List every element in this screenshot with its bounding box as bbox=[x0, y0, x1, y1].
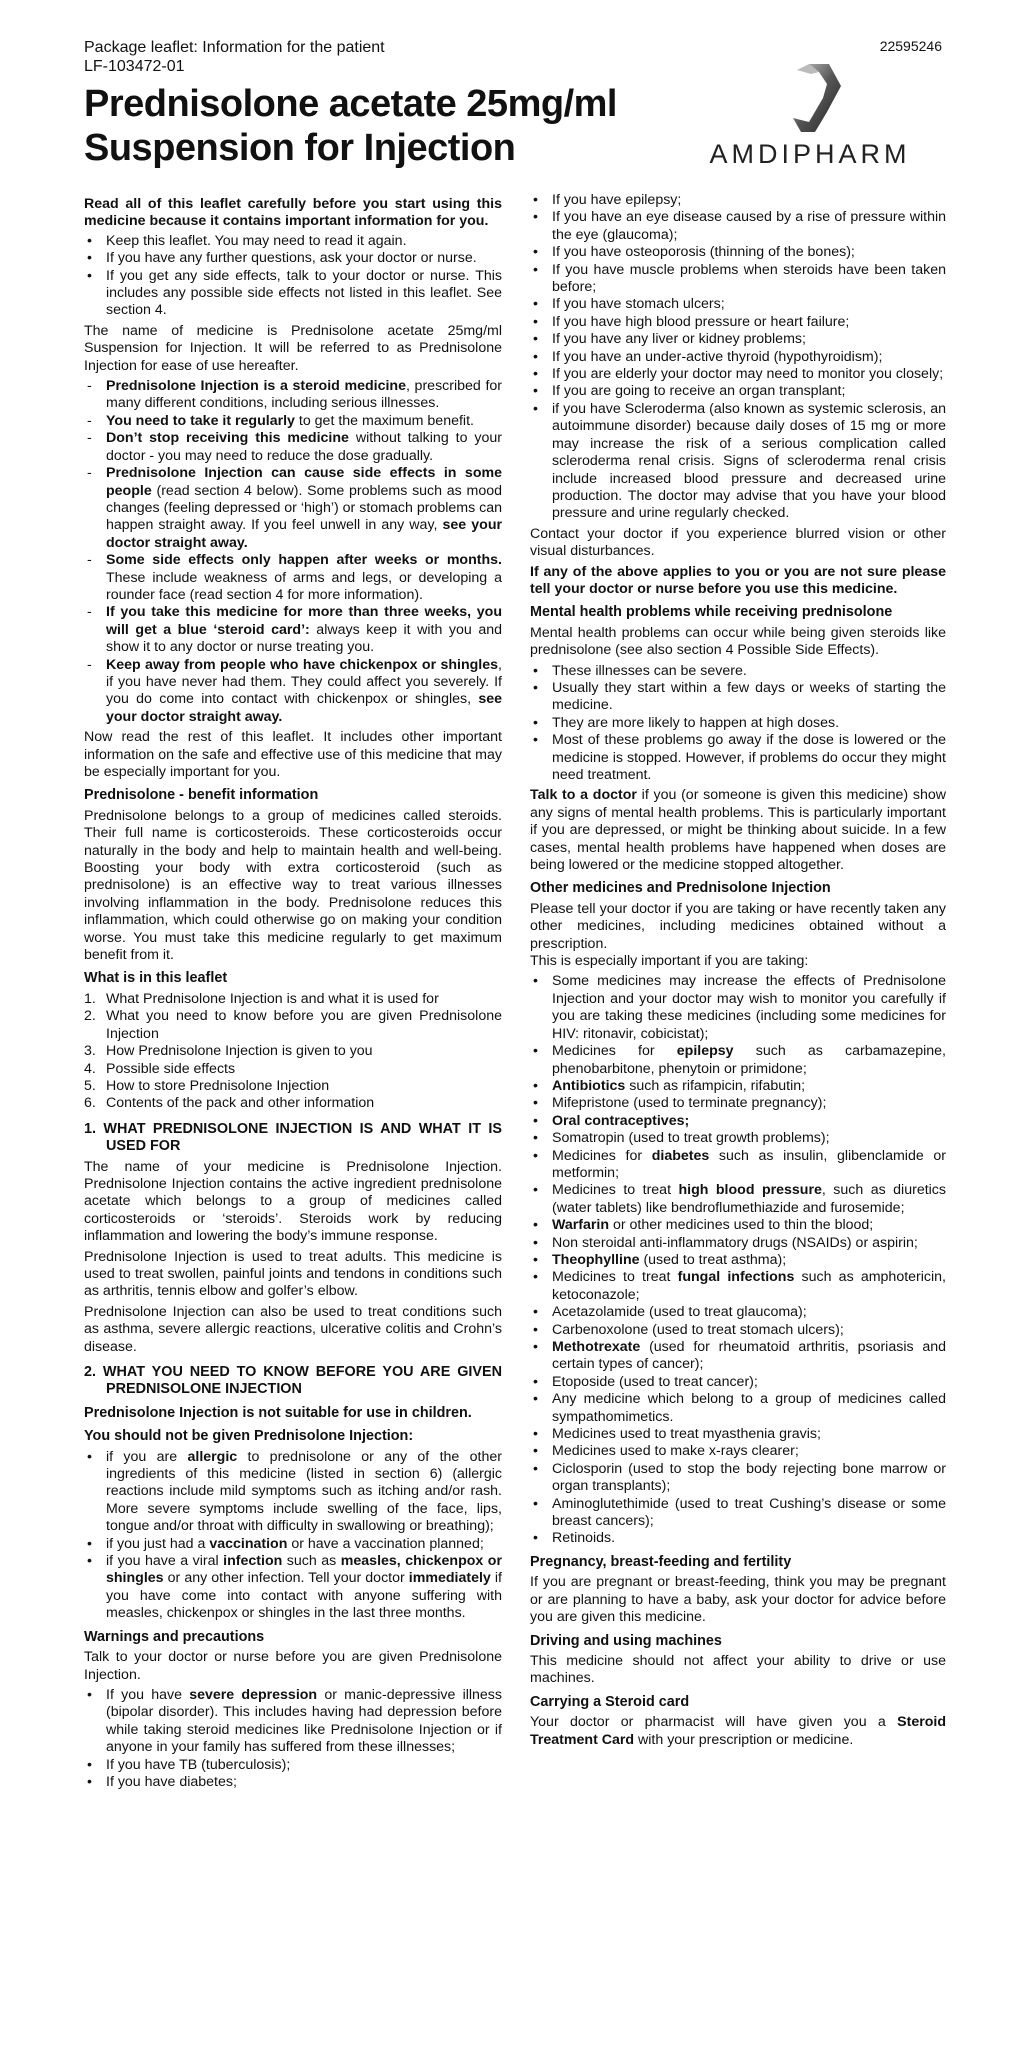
list-item: • If you have TB (tuberculosis); bbox=[84, 1757, 502, 1774]
talk-to-doctor-paragraph: Talk to a doctor if you (or someone is given this medicine) show any signs of mental health problems. This is particularly important if you are depressed, or might be thinking about suicide. In a few cases, mental health problems have happened when doses are being lowered or the medicine stopped altogether. bbox=[530, 787, 947, 874]
toc-list bbox=[84, 991, 502, 1113]
other-medicines-heading: Other medicines and Prednisolone Injection bbox=[530, 880, 831, 897]
list-item: • If you have diabetes; bbox=[84, 1774, 502, 1791]
warnings-paragraph: Talk to your doctor or nurse before you are given Prednisolone Injection. bbox=[84, 1649, 502, 1683]
list-item: 4. Possible side effects bbox=[84, 1060, 236, 1077]
list-item: • Retinoids. bbox=[530, 1530, 946, 1547]
interacting-medicines-list bbox=[530, 973, 946, 1547]
mental-health-list bbox=[530, 663, 946, 785]
section-2-heading: 2. WHAT YOU NEED TO KNOW BEFORE YOU ARE GIVEN PREDNISOLONE INJECTION bbox=[84, 1364, 502, 1398]
blurred-vision-paragraph: Contact your doctor if you experience blurred vision or other visual disturbances. bbox=[530, 525, 946, 560]
title-line-1: Prednisolone acetate 25mg/ml bbox=[84, 83, 617, 125]
other-medicines-intro: This is especially important if you are taking: bbox=[530, 953, 809, 970]
section-1-heading: 1. WHAT PREDNISOLONE INJECTION IS AND WHAT IT IS USED FOR bbox=[84, 1120, 502, 1155]
driving-heading: Driving and using machines bbox=[530, 1632, 722, 1649]
warnings-list bbox=[84, 1687, 502, 1791]
pregnancy-paragraph: If you are pregnant or breast-feeding, think you may be pregnant or are planning to have a baby, ask your doctor for advice before you are given this medicine. bbox=[530, 1574, 946, 1626]
list-item: 5. How to store Prednisolone Injection bbox=[84, 1077, 330, 1094]
list-item: • If you are elderly your doctor may need to monitor you closely; bbox=[530, 366, 946, 383]
list-item: • Keep this leaflet. You may need to read it again. bbox=[84, 233, 502, 250]
section-1-paragraph-2: Prednisolone Injection is used to treat adults. This medicine is used to treat swollen, painful joints and tendons in conditions such as arthritis, tennis elbow and golfer’s elbow. bbox=[84, 1248, 502, 1300]
list-item: • If you have any liver or kidney problems; bbox=[530, 331, 946, 348]
list-item: • Any medicine which belong to a group of medicines called sympathomimetics. bbox=[530, 1391, 946, 1426]
list-item: - If you take this medicine for more than three weeks, you will get a blue ‘steroid card’: always keep it with you and show it to any doctor or nurse treating you. bbox=[84, 604, 502, 656]
now-read-paragraph: Now read the rest of this leaflet. It includes other important information on the safe and effective use of this medicine that may be especially important for you. bbox=[84, 729, 502, 780]
list-item: - Keep away from people who have chickenpox or shingles, if you have never had them. They could affect you severely. If you do come into contact with chickenpox or shingles, see your doctor straight away. bbox=[84, 657, 502, 727]
section-1-paragraph-3: Prednisolone Injection can also be used to treat conditions such as asthma, severe allergic reactions, ulcerative colitis and Crohn’s disease. bbox=[84, 1303, 502, 1355]
list-item: 1. What Prednisolone Injection is and what it is used for bbox=[84, 990, 439, 1007]
list-item: • If you have high blood pressure or heart failure; bbox=[530, 314, 946, 331]
benefit-heading: Prednisolone - benefit information bbox=[84, 787, 319, 804]
list-item: • if you just had a vaccination or have a vaccination planned; bbox=[84, 1536, 502, 1553]
list-item: • Non steroidal anti-inflammatory drugs (NSAIDs) or aspirin; bbox=[530, 1235, 946, 1252]
intro-lead: Read all of this leaflet carefully before you start using this medicine because it contains important information for you. bbox=[84, 196, 502, 230]
list-item: • Carbenoxolone (used to treat stomach ulcers); bbox=[530, 1322, 946, 1339]
list-item: • Aminoglutethimide (used to treat Cushing’s disease or some breast cancers); bbox=[530, 1496, 946, 1531]
list-item: 2. What you need to know before you are given Prednisolone Injection bbox=[84, 1008, 502, 1042]
list-item: 3. How Prednisolone Injection is given to you bbox=[84, 1043, 373, 1060]
toc-heading: What is in this leaflet bbox=[84, 970, 228, 987]
other-medicines-paragraph: Please tell your doctor if you are taking or have recently taken any other medicines, including medicines obtained without a prescription. bbox=[530, 900, 946, 952]
list-item: • Antibiotics such as rifampicin, rifabutin; bbox=[530, 1078, 946, 1095]
list-item: • Ciclosporin (used to stop the body rejecting bone marrow or organ transplants); bbox=[530, 1461, 946, 1496]
document-code: 22595246 bbox=[879, 38, 942, 54]
list-item: • Medicines used to make x-rays clearer; bbox=[530, 1443, 946, 1460]
left-column bbox=[84, 196, 502, 1794]
brand-logo bbox=[680, 60, 940, 170]
list-item: • Acetazolamide (used to treat glaucoma); bbox=[530, 1304, 946, 1321]
list-item: • If you have severe depression or manic-depressive illness (bipolar disorder). This includes having had depression before while taking steroid medicines like Prednisolone Injection or if anyone in your family has suffered from these illnesses; bbox=[84, 1687, 502, 1757]
page-title bbox=[84, 82, 617, 170]
list-item: • Some medicines may increase the effects of Prednisolone Injection and your doctor may wish to monitor you carefully if you are taking these medicines (including some medicines for HIV: ritonavir, cobicistat); bbox=[530, 973, 946, 1043]
list-item: • Most of these problems go away if the dose is lowered or the medicine is stopped. However, if problems do occur they might need treatment. bbox=[530, 732, 946, 784]
list-item: • Somatropin (used to treat growth problems); bbox=[530, 1130, 946, 1147]
warnings-heading: Warnings and precautions bbox=[84, 1628, 265, 1645]
brand-logo-icon bbox=[775, 60, 845, 136]
list-item: - Prednisolone Injection is a steroid medicine, prescribed for many different conditions, including serious illnesses. bbox=[84, 378, 502, 413]
title-line-2: Suspension for Injection bbox=[84, 127, 516, 169]
list-item: - You need to take it regularly to get the maximum benefit. bbox=[84, 413, 502, 430]
warnings-list-continued bbox=[530, 192, 946, 523]
benefit-paragraph: Prednisolone belongs to a group of medicines called steroids. Their full name is corticosteroids. These corticosteroids occur naturally in the body and help to maintain health and well-being. Boosting your body with extra corticosteroid (such as prednisolone) is an effective way to treat various illnesses involving inflammation in the body. Prednisolone reduces this inflammation, which could otherwise go on making your condition worse. You must take this medicine regularly to get maximum benefit from it. bbox=[84, 807, 502, 964]
header-line-2: LF-103472-01 bbox=[84, 58, 185, 75]
list-item: • If you get any side effects, talk to your doctor or nurse. This includes any possible side effects not listed in this leaflet. See section 4. bbox=[84, 268, 502, 320]
list-item: • if you have a viral infection such as measles, chickenpox or shingles or any other infection. Tell your doctor immediately if you have come into contact with anyone suffering with measles, chickenpox or shingles in the last three months. bbox=[84, 1553, 502, 1623]
steroid-card-heading: Carrying a Steroid card bbox=[530, 1693, 690, 1710]
list-item: • If you have an under-active thyroid (hypothyroidism); bbox=[530, 349, 946, 366]
list-item: • if you have Scleroderma (also known as systemic sclerosis, an autoimmune disorder) because daily doses of 15 mg or more may increase the risk of a serious complication called scleroderma renal crisis. Signs of scleroderma renal crisis include increased blood pressure and decreased urine production. The doctor may advise that you have your blood pressure and urine regularly checked. bbox=[530, 401, 946, 523]
list-item: • Mifepristone (used to terminate pregnancy); bbox=[530, 1095, 946, 1112]
brand-name: AMDIPHARM bbox=[709, 139, 911, 169]
list-item: • Etoposide (used to treat cancer); bbox=[530, 1374, 946, 1391]
list-item: - Prednisolone Injection can cause side effects in some people (read section 4 below). Some problems such as mood changes (feeling depressed or ‘high’) or stomach problems can happen straight away. If you feel unwell in any way, see your doctor straight away. bbox=[84, 465, 502, 552]
list-item: • Usually they start within a few days or weeks of starting the medicine. bbox=[530, 680, 946, 715]
list-item: - Don’t stop receiving this medicine without talking to your doctor - you may need to reduce the dose gradually. bbox=[84, 430, 502, 465]
mental-health-heading: Mental health problems while receiving prednisolone bbox=[530, 604, 893, 621]
list-item: • They are more likely to happen at high doses. bbox=[530, 715, 946, 732]
children-note: Prednisolone Injection is not suitable for use in children. bbox=[84, 1404, 472, 1421]
list-item: • Medicines to treat high blood pressure, such as diuretics (water tablets) like bendroflumethiazide and furosemide; bbox=[530, 1182, 946, 1217]
list-item: • If you are going to receive an organ transplant; bbox=[530, 383, 946, 400]
section-1-paragraph-1: The name of your medicine is Prednisolone Injection. Prednisolone Injection contains the active ingredient prednisolone acetate which belongs to a group of medicines called corticosteroids or ‘steroids’. Steroids work by reducing inflammation and lowering the body’s immune response. bbox=[84, 1158, 502, 1245]
list-item: • Medicines for diabetes such as insulin, glibenclamide or metformin; bbox=[530, 1148, 946, 1183]
mental-health-paragraph: Mental health problems can occur while being given steroids like prednisolone (see also section 4 Possible Side Effects). bbox=[530, 624, 946, 659]
list-item: • These illnesses can be severe. bbox=[530, 663, 946, 680]
list-item: • Medicines for epilepsy such as carbamazepine, phenobarbitone, phenytoin or primidone; bbox=[530, 1043, 946, 1078]
key-points-list bbox=[84, 378, 502, 726]
list-item: - Some side effects only happen after weeks or months. These include weakness of arms and legs, or developing a rounder face (read section 4 for more information). bbox=[84, 552, 502, 604]
name-paragraph: The name of medicine is Prednisolone acetate 25mg/ml Suspension for Injection. It will be referred to as Prednisolone Injection for ease of use hereafter. bbox=[84, 322, 502, 374]
header-line-1: Package leaflet: Information for the patient bbox=[84, 39, 385, 56]
pregnancy-heading: Pregnancy, breast-feeding and fertility bbox=[530, 1553, 792, 1570]
any-above-note: If any of the above applies to you or you are not sure please tell your doctor or nurse before you use this medicine. bbox=[530, 563, 946, 597]
list-item: • If you have an eye disease caused by a rise of pressure within the eye (glaucoma); bbox=[530, 209, 946, 244]
list-item: • If you have any further questions, ask your doctor or nurse. bbox=[84, 250, 502, 267]
driving-paragraph: This medicine should not affect your ability to drive or use machines. bbox=[530, 1652, 946, 1687]
contraindications-heading: You should not be given Prednisolone Injection: bbox=[84, 1428, 414, 1445]
right-column bbox=[530, 192, 946, 1752]
list-item: • If you have muscle problems when steroids have been taken before; bbox=[530, 262, 946, 297]
steroid-card-paragraph: Your doctor or pharmacist will have given you a Steroid Treatment Card with your prescription or medicine. bbox=[530, 1714, 946, 1748]
intro-bullets bbox=[84, 233, 502, 320]
list-item: • If you have epilepsy; bbox=[530, 192, 946, 209]
list-item: • If you have stomach ulcers; bbox=[530, 296, 946, 313]
list-item: • Oral contraceptives; bbox=[530, 1113, 946, 1130]
list-item: • if you are allergic to prednisolone or any of the other ingredients of this medicine (listed in section 6) (allergic reactions include mild symptoms such as itching and/or rash. More severe symptoms include swelling of the face, lips, tongue and/or throat with difficulty in swallowing or breathing); bbox=[84, 1449, 502, 1536]
list-item: • Medicines used to treat myasthenia gravis; bbox=[530, 1426, 946, 1443]
leaflet-header bbox=[84, 38, 385, 76]
list-item: • Theophylline (used to treat asthma); bbox=[530, 1252, 946, 1269]
list-item: • Methotrexate (used for rheumatoid arthritis, psoriasis and certain types of cancer); bbox=[530, 1339, 946, 1374]
list-item: • Medicines to treat fungal infections such as amphotericin, ketoconazole; bbox=[530, 1269, 946, 1304]
list-item: • Warfarin or other medicines used to thin the blood; bbox=[530, 1217, 946, 1234]
contraindications-list bbox=[84, 1449, 502, 1623]
list-item: 6. Contents of the pack and other information bbox=[84, 1095, 375, 1112]
list-item: • If you have osteoporosis (thinning of the bones); bbox=[530, 244, 946, 261]
